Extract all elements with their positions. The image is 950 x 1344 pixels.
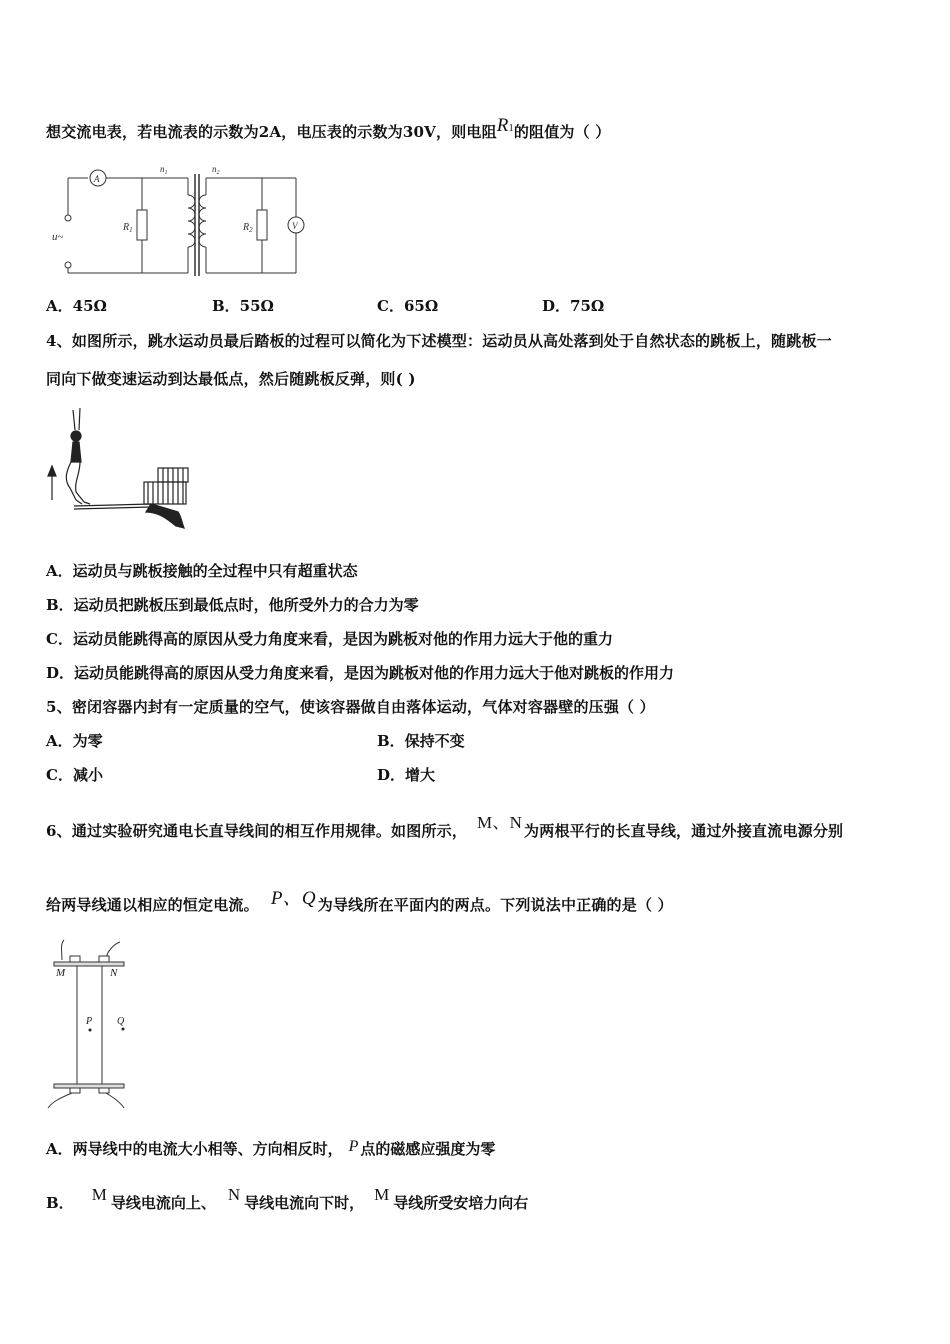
q5-option-c[interactable]: C．减小 (46, 766, 103, 784)
u-source-label: u~ (52, 231, 64, 243)
q3-option-a[interactable]: A．45Ω (46, 297, 107, 315)
q4-stem-line2: 同向下做变速运动到达最低点，然后随跳板反弹，则( ) (46, 370, 416, 388)
voltmeter-label: V (292, 221, 298, 231)
q6-var-mn: M、N (477, 813, 523, 832)
q3-stem (46, 115, 610, 142)
q3-stem-tail: 的阻值为（ ） (513, 123, 611, 141)
q6-stem-line1: 6、通过实验研究通电长直导线间的相互作用规律。如图所示， M、N 为两根平行的长直导线，通过外接直流电源分别 (46, 813, 844, 840)
parallel-wires-figure (44, 938, 134, 1110)
q6-opt-b-var-n: N (227, 1185, 241, 1204)
q3-stem-text: 想交流电表，若电流表的示数为2A，电压表的示数为30V，则电阻 (46, 123, 497, 141)
diver-springboard-figure (46, 400, 196, 540)
ammeter-label: A (94, 174, 100, 184)
q6-opt-a-var-p: P (348, 1138, 359, 1155)
q3-var-r1: R1 (496, 115, 514, 136)
q4-stem-line1: 4、如图所示，跳水运动员最后踏板的过程可以简化为下述模型：运动员从高处落到处于自然状态的跳板上，随跳板一 (46, 332, 832, 350)
q4-option-a[interactable]: A．运动员与跳板接触的全过程中只有超重状态 (46, 562, 358, 580)
q4-option-c[interactable]: C．运动员能跳得高的原因从受力角度来看，是因为跳板对他的作用力远大于他的重力 (46, 630, 613, 648)
wire-m-label: M (56, 967, 66, 979)
q5-option-b[interactable]: B．保持不变 (377, 732, 465, 750)
q6-var-pq: P、Q (270, 888, 316, 909)
wire-n-label: N (110, 967, 118, 979)
r1-label: $R_1$ (123, 222, 133, 234)
q3-option-b[interactable]: B．55Ω (212, 297, 274, 315)
q3-option-d[interactable]: D．75Ω (542, 297, 605, 315)
q5-option-a[interactable]: A．为零 (46, 732, 103, 750)
q5-stem: 5、密闭容器内封有一定质量的空气，使该容器做自由落体运动，气体对容器壁的压强（ ） (46, 698, 655, 716)
r2-label: $R_2$ (243, 222, 253, 234)
n2-label: $n_2$ (212, 164, 220, 176)
point-p-label: P (86, 1016, 93, 1027)
q4-option-b[interactable]: B．运动员把跳板压到最低点时，他所受外力的合力为零 (46, 596, 419, 614)
n1-label: $n_1$ (160, 164, 168, 176)
q6-opt-b-var-m: M (91, 1185, 107, 1204)
q3-option-c[interactable]: C．65Ω (377, 297, 439, 315)
q5-option-d[interactable]: D．增大 (377, 766, 436, 784)
q6-option-b[interactable]: B． M 导线电流向上、 N 导线电流向下时， M 导线所受安培力向右 (46, 1185, 529, 1212)
transformer-circuit-figure (50, 160, 310, 280)
q4-option-d[interactable]: D．运动员能跳得高的原因从受力角度来看，是因为跳板对他的作用力远大于他对跳板的作用力 (46, 664, 675, 682)
q6-option-a[interactable]: A．两导线中的电流大小相等、方向相反时， P 点的磁感应强度为零 (46, 1138, 496, 1158)
q6-opt-b-var-m2: M (374, 1185, 390, 1204)
q6-stem-line2: 给两导线通以相应的恒定电流。 P、Q 为导线所在平面内的两点。下列说法中正确的是（ ） (46, 888, 673, 914)
point-q-label: Q (117, 1016, 125, 1027)
